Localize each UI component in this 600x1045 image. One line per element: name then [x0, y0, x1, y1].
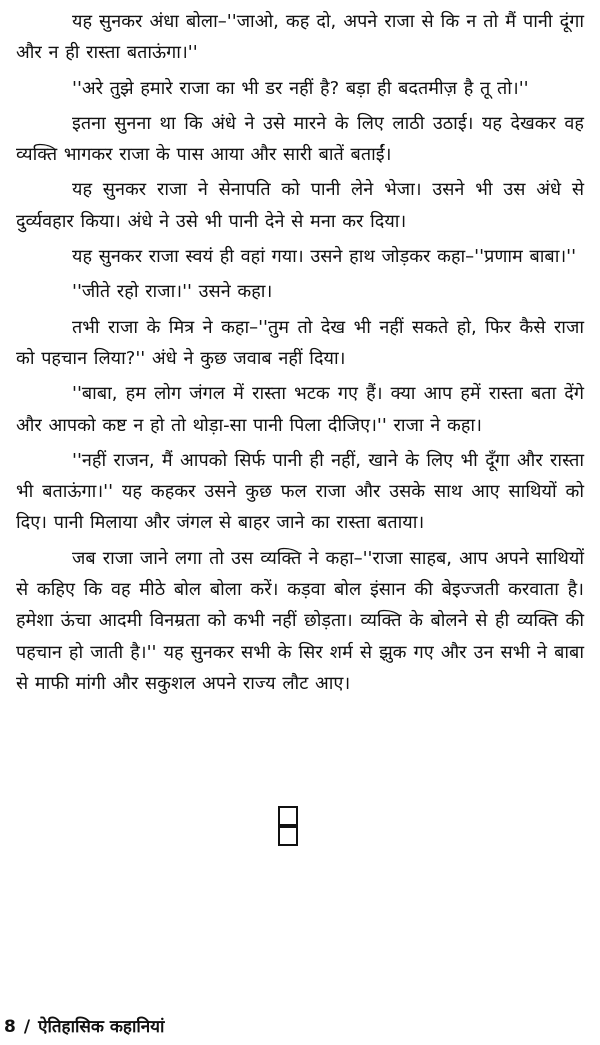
paragraph-4: यह सुनकर राजा ने सेनापति को पानी लेने भेजा। उसने भी उस अंधे से दुर्व्यवहार किया। अंधे ने उसे भी पानी देने से मना कर दिया। [16, 179, 584, 232]
paragraph-1: यह सुनकर अंधा बोला–''जाओ, कह दो, अपने राजा से कि न तो मैं पानी दूंगा और न ही रास्ता बताऊंगा।'' [16, 11, 584, 64]
paragraph-8: ''बाबा, हम लोग जंगल में रास्ता भटक गए हैं। क्या आप हमें रास्ता बता देंगे और आपको कष्ट न हो तो थोड़ा-सा पानी पिला दीजिए।'' राजा ने कहा। [16, 383, 584, 436]
ornament-box-icon [278, 826, 298, 846]
paragraph-5: यह सुनकर राजा स्वयं ही वहां गया। उसने हाथ जोड़कर कहा–''प्रणाम बाबा।'' [72, 246, 577, 268]
paragraph-3: इतना सुनना था कि अंधे ने उसे मारने के लिए लाठी उठाई। यह देखकर वह व्यक्ति भागकर राजा के पास आया और सारी बातें बताईं। [16, 112, 584, 166]
end-ornament [278, 806, 322, 826]
ornament-box-icon [278, 806, 298, 826]
paragraph-9: ''नहीं राजन, मैं आपको सिर्फ पानी ही नहीं, खाने के लिए भी दूँगा और रास्ता भी बताऊंगा।'' यह कहकर उसने कुछ फल राजा और उसके साथ आए साथियों को दिए। पानी मिलाया और जंगल से बाहर जाने का रास्ता बताया। [16, 449, 584, 534]
page-footer [4, 1016, 172, 1038]
story-text [16, 6, 584, 703]
paragraph-2: ''अरे तुझे हमारे राजा का भी डर नहीं है? बड़ा ही बदतमीज़ है तू तो।'' [72, 77, 529, 99]
book-title: ऐतिहासिक कहानियां [38, 1017, 165, 1037]
paragraph-7: तभी राजा के मित्र ने कहा–''तुम तो देख भी नहीं सकते हो, फिर कैसे राजा को पहचान लिया?'' अंधे ने कुछ जवाब नहीं दिया। [16, 316, 584, 369]
page-number: 8 [4, 1017, 16, 1037]
paragraph-6: ''जीते रहो राजा।'' उसने कहा। [72, 281, 273, 303]
paragraph-10: जब राजा जाने लगा तो उस व्यक्ति ने कहा–''राजा साहब, आप अपने साथियों से कहिए कि वह मीठे बोल बोला करें। कड़वा बोल इंसान की बेइज्जती करवाता है। हमेशा ऊंचा आदमी विनम्रता को कभी नहीं छोड़ता। व्यक्ति के बोलने से ही व्यक्ति की पहचान हो जाती है।'' यह सुनकर सभी के सिर शर्म से झुक गए और उन सभी ने बाबा से माफी मांगी और सकुशल अपने राज्य लौट आए। [16, 547, 584, 694]
footer-separator: / [23, 1017, 31, 1037]
